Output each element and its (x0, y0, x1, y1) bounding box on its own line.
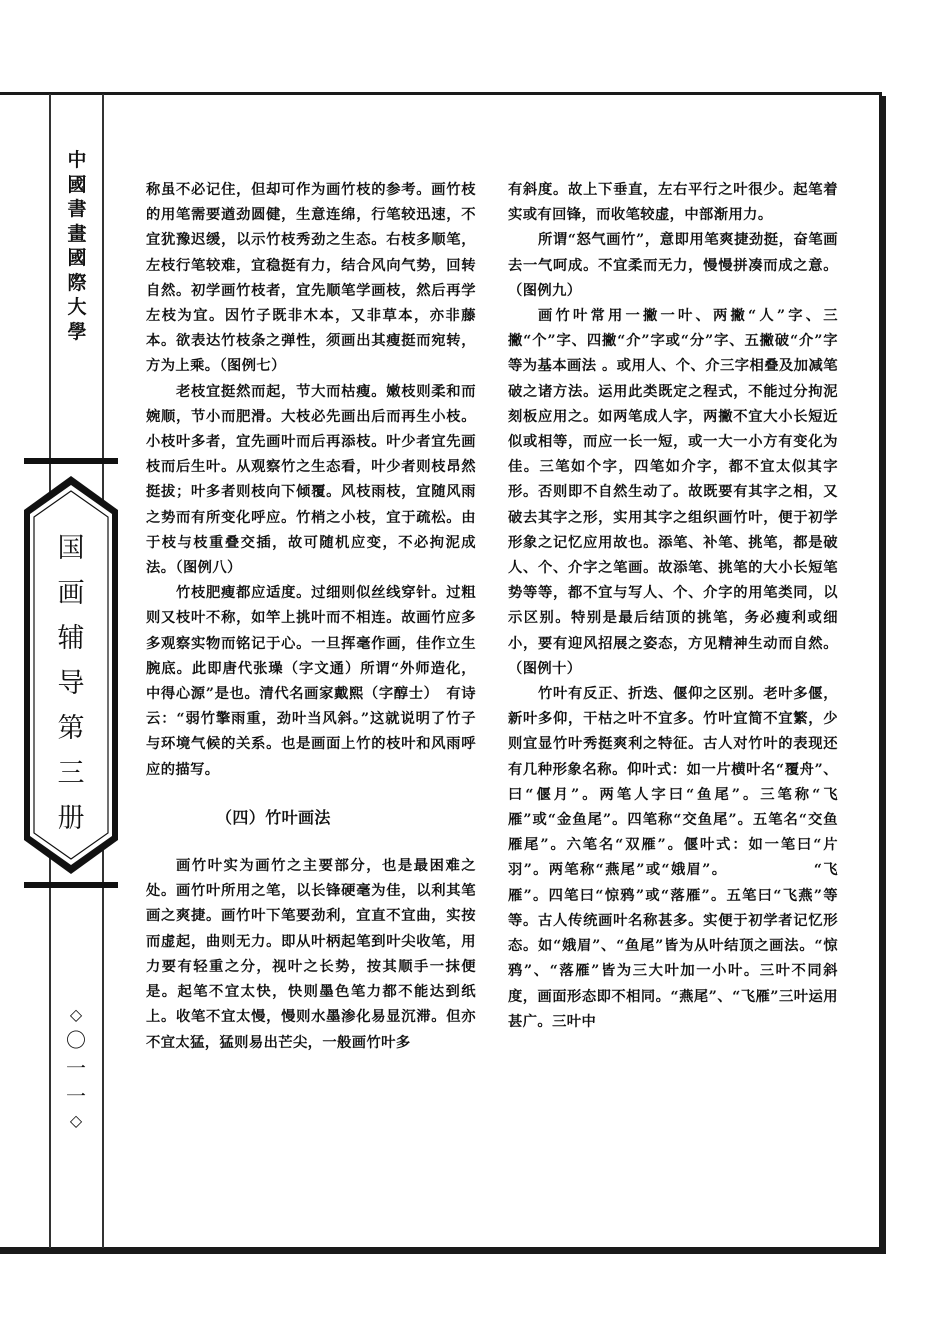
paragraph: 有斜度。故上下垂直，左右平行之叶很少。起笔着实或有回锋，而收笔较虚，中部渐用力。 (508, 182, 838, 224)
volume-title-char: 国 (57, 533, 85, 564)
page-number-digit: 〇 (66, 1028, 86, 1052)
paragraph: 竹枝肥瘦都应适度。过细则似丝线穿针。过粗则又枝叶不称，如竿上挑叶而不相连。故画竹应多多观察实物而铭记于心。一旦挥毫作画，佳作立生腕底。此即唐代张璪（字文通）所谓“外师造化，中得心源”是也。清代名画家戴熙（字醇士） 有诗云：“弱竹擎雨重，劲叶当风斜。”这就说明了竹子与环境气候的关系。也是画面上竹的枝叶和风雨呼应的描写。 (146, 585, 476, 778)
paragraph: 画竹叶常用一撇一叶、两撇“人”字、三撇“个”字、四撇“介”字或“分”字、五撇破“介”字等为基本画法 。或用人、个、介三字相叠及加减笔破之诸方法。运用此类既定之程式，不能过分拘泥刻板应用之。如两笔成人字，两撇不宜大小长短近似或相等，而应一长一短，或一大一小方有变化为佳。三笔如个字，四笔如介字，都不宜太似其字形。否则即不自然生动了。故既要有其字之相，又破去其字之形，实用其字之组织画竹叶，便于初学形象之记忆应用故也。添笔、补笔、挑笔，都是破人、个、介字之笔画。故添笔、挑笔的大小长短笔势等等，都不宜与写人、个、介字的用笔类同，以示区别。特别是最后结顶的挑笔，务必瘦利或细小，要有迎风招展之姿态，方见精神生动而自然。（图例十） (508, 308, 838, 677)
page-number-digit: 一 (66, 1084, 86, 1108)
section-heading: （四）竹叶画法 (216, 807, 331, 827)
volume-title-char: 导 (57, 668, 85, 699)
frame-shadow-right (882, 96, 886, 1254)
banner-rule-top (24, 458, 118, 464)
volume-title-char: 辅 (57, 623, 85, 654)
side-title-char: 中 (67, 149, 87, 171)
side-title-char: 學 (67, 320, 87, 343)
volume-title-char: 画 (57, 578, 85, 609)
side-title-university (52, 148, 102, 344)
volume-banner (22, 470, 120, 880)
side-title-char: 國 (67, 247, 87, 269)
paragraph: 老枝宜挺然而起，节大而枯瘦。嫩枝则柔和而婉顺，节小而肥滑。大枝必先画出后而再生小枝。小枝叶多者，宜先画叶而后再添枝。叶少者宜先画枝而后生叶。从观察竹之生态看，叶少者则枝昂然挺拔；叶多者则枝向下倾覆。风枝雨枝，宜随风雨之势而有所变化呼应。竹梢之小枝，宜于疏松。由于枝与枝重叠交插，故可随机应变，不必拘泥成法。（图例八） (146, 383, 476, 577)
side-title-char: 大 (67, 296, 87, 318)
frame-shadow-bottom (0, 1250, 886, 1254)
paragraph: 称虽不必记住，但却可作为画竹枝的参考。画竹枝的用笔需要遒劲圆健，生意连绵，行笔较迅速，不宜犹豫迟缓，以示竹枝秀劲之生态。右枝多顺笔，左枝行笔较难，宜稳挺有力，结合风向气势，回转自然。初学画竹枝者，宜先顺笔学画枝，然后再学左枝为宜。因竹子既非木本，又非草本，亦非藤本。欲表达竹枝条之弹性，须画出其瘦挺而宛转，方为上乘。（图例七） (146, 182, 476, 375)
paragraph: 竹叶有反正、折迭、偃仰之区别。老叶多偃，新叶多仰，干枯之叶不宜多。竹叶宜简不宜繁，少则宜显竹叶秀挺爽利之特征。古人对竹叶的表现还有几种形象名称。仰叶式：如一片横叶名“覆舟”、曰“偃月”。两笔人字曰“鱼尾”。三笔称“飞雁”或“金鱼尾”。四笔称“交鱼尾”。五笔名“交鱼雁尾”。六笔名“双雁”。偃叶式：如一笔曰“片羽”。两笔称“燕尾”或“娥眉”。 “飞雁”。四笔曰“惊鸦”或“落雁”。五笔曰“飞燕”等等。古人传统画叶名称甚多。实便于初学者记忆形态。如“娥眉”、“鱼尾”皆为从叶结顶之画法。“惊鸦”、“落雁”皆为三大叶加一小叶。三叶不同斜度，画面形态即不相同。“燕尾”、“飞雁”三叶运用甚广。三叶中 (508, 686, 839, 1030)
diamond-icon: ◇ (69, 1111, 83, 1130)
volume-title-char: 第 (57, 713, 85, 744)
paragraph: 画竹叶实为画竹之主要部分，也是最困难之处。画竹叶所用之笔，以长锋硬毫为佳，以利其笔画之爽捷。画竹叶下笔要劲利，宜直不宜曲，实按而虚起，曲则无力。即从叶柄起笔到叶尖收笔，用力要有轻重之分，视叶之长势，按其顺手一抹便是。起笔不宜太快，快则墨色笔力都不能达到纸上。收笔不宜太慢，慢则水墨渗化易显沉滞。但亦不宜太猛，猛则易出芒尖，一般画竹叶多 (146, 858, 476, 1051)
page-number-digit: 一 (66, 1056, 86, 1080)
text-column-left (146, 178, 476, 1056)
volume-title-char: 册 (57, 803, 85, 834)
banner-rule-bottom (24, 882, 118, 888)
volume-title-char: 三 (57, 758, 85, 789)
side-title-char: 畫 (67, 222, 87, 245)
page-number (58, 1004, 94, 1132)
side-title-char: 國 (67, 173, 87, 196)
side-title-char: 際 (67, 271, 87, 294)
side-title-char: 書 (67, 198, 87, 220)
text-column-right (508, 178, 838, 1035)
diamond-icon: ◇ (69, 1005, 83, 1024)
paragraph: 所谓“怒气画竹”，意即用笔爽捷劲挺，奋笔画去一气呵成。不宜柔而无力，慢慢拼凑而成之意。（图例九） (508, 232, 838, 299)
